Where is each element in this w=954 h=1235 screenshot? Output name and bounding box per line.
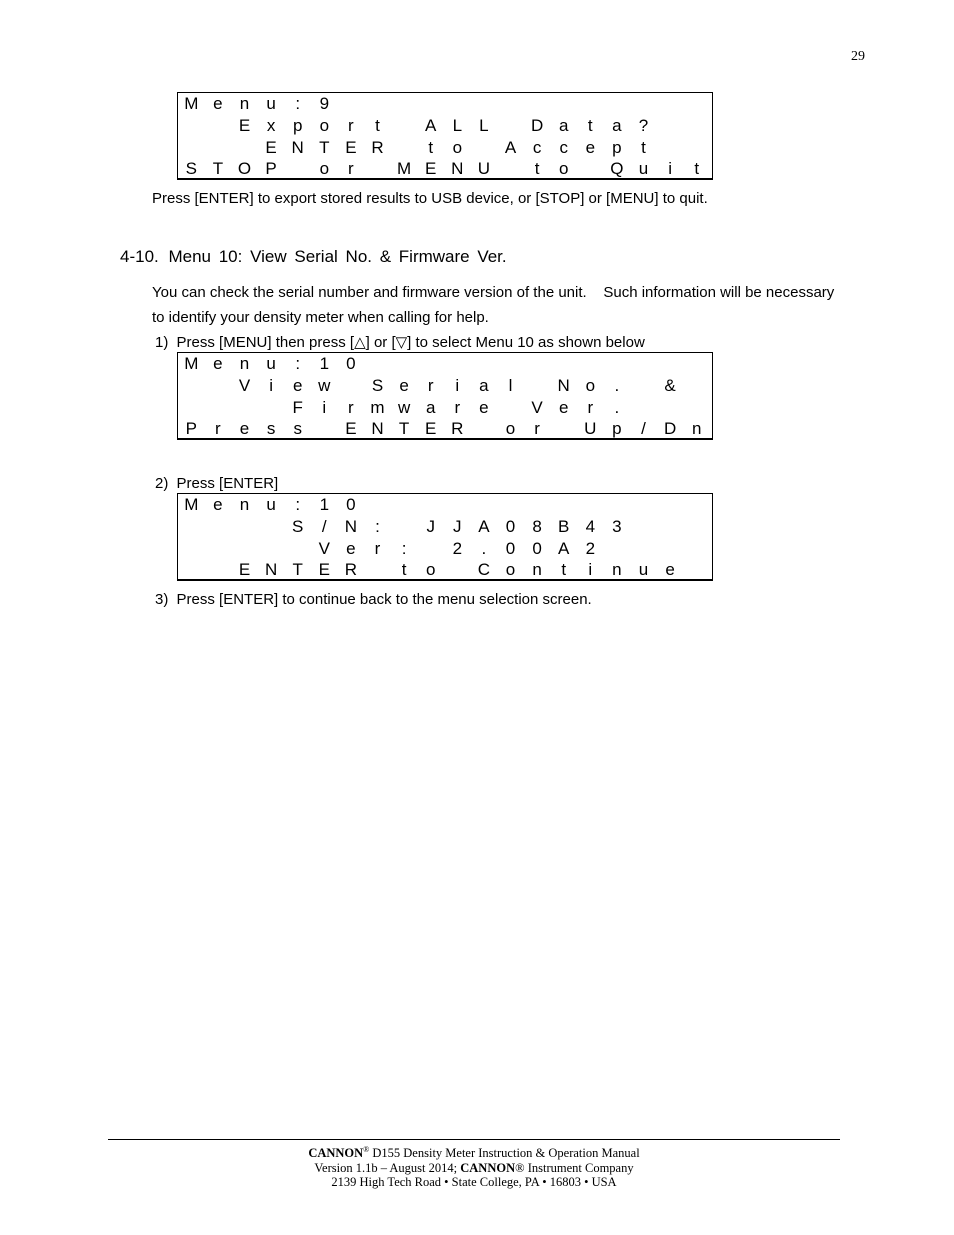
manual-title: D155 Density Meter Instruction & Operation Manual	[369, 1146, 640, 1161]
lcd-char: J	[426, 517, 435, 536]
brand-name: CANNON	[308, 1146, 364, 1161]
lcd-char: 0	[346, 495, 356, 514]
lcd-char: r	[348, 116, 354, 135]
lcd-char: p	[292, 116, 303, 135]
lcd-char: u	[638, 159, 649, 178]
lcd-char: :	[295, 94, 301, 113]
lcd-char: a	[479, 376, 489, 395]
lcd-char: P	[185, 419, 197, 438]
footer-line-2	[108, 1161, 840, 1176]
lcd-char: 4	[585, 517, 596, 536]
lcd-display-serial	[177, 493, 713, 581]
lcd-char: i	[668, 159, 672, 178]
lcd-char: e	[292, 376, 303, 395]
lcd-char: e	[479, 398, 489, 417]
lcd-char: E	[265, 138, 277, 157]
lcd-char: e	[346, 539, 356, 558]
lcd-char: E	[238, 560, 251, 579]
lcd-char: P	[265, 159, 277, 178]
step-text: Press [ENTER] to continue back to the menu selection screen.	[176, 591, 592, 608]
lcd-char: E	[318, 560, 330, 579]
lcd-char: e	[665, 560, 675, 579]
lcd-char: i	[322, 398, 327, 417]
section-title: Menu 10: View Serial No. & Firmware Ver.	[168, 247, 507, 266]
lcd-char: n	[612, 560, 622, 579]
step-text: Press [MENU] then press [△] or [▽] to select Menu 10 as shown below	[176, 334, 645, 351]
lcd-char: l	[508, 376, 513, 395]
lcd-char: e	[213, 354, 223, 373]
lcd-char: N	[371, 419, 384, 438]
lcd-char: t	[534, 159, 540, 178]
lcd-char: r	[374, 539, 381, 558]
lcd-char: A	[558, 539, 570, 558]
lcd-char: E	[238, 116, 251, 135]
lcd-char: r	[348, 398, 354, 417]
lcd-char: r	[454, 398, 461, 417]
lcd-char: o	[319, 116, 330, 135]
lcd-char: N	[291, 138, 304, 157]
intro-line-2: to identify your density meter when calling for help.	[152, 309, 489, 326]
lcd-char: e	[239, 419, 250, 438]
lcd-char: :	[401, 539, 407, 558]
lcd-char: t	[401, 560, 407, 579]
lcd-char: E	[425, 419, 437, 438]
lcd-char: n	[532, 560, 542, 579]
lcd-display-menu9	[177, 92, 713, 180]
lcd-char: u	[266, 94, 276, 113]
lcd-char: n	[239, 354, 250, 373]
lcd-display-menu10	[177, 352, 713, 440]
lcd-char: N	[264, 560, 278, 579]
lcd-char: c	[532, 138, 542, 157]
step-number: 2)	[155, 475, 169, 492]
lcd-char: c	[559, 138, 568, 157]
version-info: Version 1.1b – August 2014;	[314, 1160, 461, 1175]
lcd-char: A	[478, 517, 490, 536]
lcd-char: a	[558, 116, 569, 135]
lcd-char: V	[531, 398, 543, 417]
lcd-char: F	[292, 398, 303, 417]
lcd-char: S	[185, 159, 197, 178]
footer-divider	[108, 1139, 840, 1140]
lcd-char: s	[266, 419, 276, 438]
lcd-char: Q	[610, 159, 624, 178]
lcd-char: u	[638, 560, 649, 579]
footer-address: 2139 High Tech Road • State College, PA • 16803 • USA	[331, 1175, 617, 1190]
lcd-char: O	[237, 159, 252, 178]
lcd-char: a	[425, 398, 436, 417]
lcd-char: r	[215, 419, 221, 438]
step-2	[155, 475, 278, 493]
lcd-char: M	[184, 354, 199, 373]
lcd-char: 1	[319, 495, 330, 514]
lcd-char: x	[266, 116, 276, 135]
lcd-char: R	[344, 560, 358, 579]
lcd-char: D	[530, 116, 544, 135]
brand-name: CANNON	[460, 1160, 516, 1175]
menu9-description: Press [ENTER] to export stored results to USB device, or [STOP] or [MENU] to quit.	[152, 190, 708, 207]
lcd-char: u	[266, 354, 276, 373]
lcd-char: u	[266, 495, 276, 514]
lcd-char: t	[641, 138, 646, 157]
lcd-char: t	[375, 116, 380, 135]
step-number: 1)	[155, 334, 169, 351]
lcd-char: E	[425, 159, 437, 178]
lcd-char: t	[428, 138, 434, 157]
lcd-char: T	[292, 560, 303, 579]
lcd-char: .	[614, 398, 620, 417]
lcd-char: &	[664, 376, 676, 395]
footer-line-1	[108, 1143, 840, 1161]
lcd-char: s	[293, 419, 302, 438]
lcd-char: w	[318, 376, 331, 395]
lcd-char: e	[399, 376, 409, 395]
lcd-char: N	[557, 376, 570, 395]
lcd-char: i	[269, 376, 273, 395]
intro-line-1: You can check the serial number and firmware version of the unit. Such information will be necessary	[152, 284, 835, 301]
lcd-char: t	[561, 560, 567, 579]
lcd-char: A	[504, 138, 517, 157]
lcd-char: .	[614, 376, 620, 395]
lcd-char: o	[558, 159, 569, 178]
lcd-char: .	[481, 539, 487, 558]
lcd-char: 0	[532, 539, 542, 558]
lcd-char: 0	[346, 354, 356, 373]
lcd-char: r	[587, 398, 594, 417]
lcd-char: V	[238, 376, 251, 395]
page-footer	[108, 1143, 840, 1190]
lcd-char: n	[239, 495, 250, 514]
lcd-char: S	[371, 376, 384, 395]
lcd-char: 3	[612, 517, 622, 536]
lcd-char: o	[585, 376, 596, 395]
lcd-char: 0	[505, 539, 516, 558]
lcd-char: T	[398, 419, 410, 438]
lcd-char: J	[453, 517, 462, 536]
lcd-char: N	[344, 517, 358, 536]
lcd-char: M	[184, 495, 199, 514]
lcd-char: C	[477, 560, 491, 579]
registered-mark: ®	[363, 1145, 370, 1154]
lcd-char: 1	[319, 354, 330, 373]
lcd-char: D	[663, 419, 677, 438]
lcd-char: A	[425, 116, 437, 135]
lcd-char: r	[427, 376, 434, 395]
lcd-char: 8	[532, 517, 542, 536]
lcd-char: t	[694, 159, 700, 178]
lcd-char: 9	[319, 94, 330, 113]
lcd-char: e	[213, 495, 223, 514]
lcd-char: o	[452, 138, 463, 157]
lcd-char: o	[505, 419, 516, 438]
lcd-char: e	[558, 398, 569, 417]
lcd-char: V	[318, 539, 330, 558]
lcd-char: R	[451, 419, 464, 438]
lcd-char: 2	[452, 539, 463, 558]
lcd-char: /	[321, 517, 327, 536]
step-text: Press [ENTER]	[176, 475, 279, 492]
page-number: 29	[851, 49, 865, 64]
lcd-char: T	[212, 159, 224, 178]
step-1	[155, 334, 645, 352]
lcd-char: 2	[585, 539, 596, 558]
lcd-char: L	[479, 116, 489, 135]
section-number: 4-10.	[120, 247, 159, 266]
lcd-char: :	[375, 517, 380, 536]
lcd-char: r	[348, 159, 354, 178]
lcd-char: B	[558, 517, 570, 536]
step-3	[155, 591, 592, 609]
lcd-char: a	[612, 116, 622, 135]
lcd-char: N	[451, 159, 464, 178]
lcd-char: e	[213, 94, 223, 113]
lcd-char: T	[319, 138, 330, 157]
lcd-char: R	[371, 138, 384, 157]
lcd-char: M	[184, 94, 199, 113]
lcd-char: L	[452, 116, 463, 135]
lcd-char: m	[370, 398, 385, 417]
lcd-char: U	[584, 419, 597, 438]
lcd-char: e	[585, 138, 596, 157]
lcd-char: ?	[638, 116, 649, 135]
lcd-char: p	[612, 419, 622, 438]
lcd-char: /	[641, 419, 646, 438]
lcd-char: U	[477, 159, 491, 178]
lcd-char: o	[505, 560, 516, 579]
lcd-char: M	[397, 159, 412, 178]
lcd-char: o	[425, 560, 436, 579]
lcd-char: t	[587, 116, 593, 135]
lcd-char: i	[588, 560, 593, 579]
section-heading	[120, 246, 507, 268]
lcd-char: w	[397, 398, 411, 417]
lcd-char: n	[239, 94, 250, 113]
lcd-char: S	[292, 517, 304, 536]
company-name: ® Instrument Company	[515, 1160, 634, 1175]
lcd-char: n	[691, 419, 702, 438]
step-number: 3)	[155, 591, 169, 608]
lcd-char: 0	[505, 517, 516, 536]
lcd-char: E	[345, 419, 357, 438]
lcd-char: o	[319, 159, 330, 178]
lcd-char: i	[455, 376, 460, 395]
lcd-char: :	[295, 354, 301, 373]
lcd-char: r	[534, 419, 540, 438]
lcd-char: :	[295, 495, 301, 514]
lcd-char: p	[612, 138, 622, 157]
lcd-char: E	[345, 138, 357, 157]
